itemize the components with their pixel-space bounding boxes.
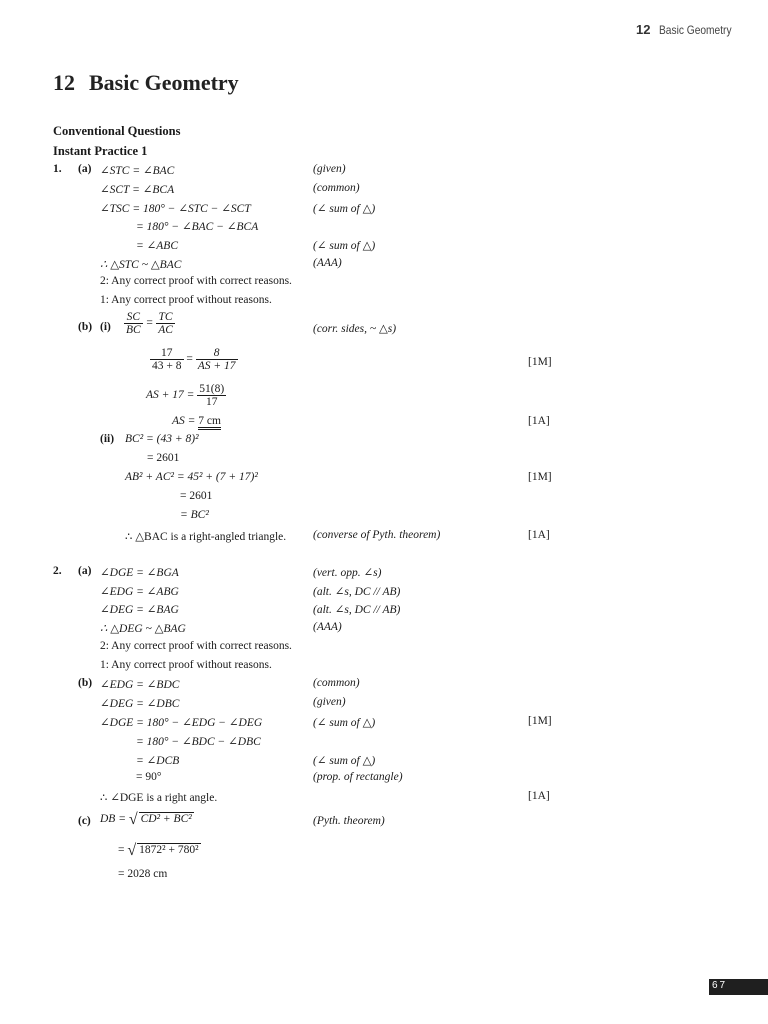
q1a-reason1: (given) xyxy=(313,163,346,175)
numerator: TC xyxy=(156,311,175,324)
denominator: AS + 17 xyxy=(197,360,236,372)
equals-sign: = xyxy=(145,317,154,330)
mark-1m: [1M] xyxy=(528,471,552,483)
fraction xyxy=(156,311,175,336)
numerator: SC xyxy=(124,311,143,324)
header-chapter-number: 12 xyxy=(636,22,651,37)
answer-value: 7 cm xyxy=(198,415,221,430)
section-heading: Conventional Questions xyxy=(53,124,181,138)
q2b-label: (b) xyxy=(78,677,93,689)
q2b-reason5: (∠ sum of △) xyxy=(313,755,376,767)
q2a-line3: ∠DEG = ∠BAG xyxy=(100,604,179,616)
db-lhs: DB = xyxy=(100,813,126,825)
q2c-label: (c) xyxy=(78,815,91,827)
mark-1m: [1M] xyxy=(528,356,552,368)
q1bii-label: (ii) xyxy=(100,433,115,445)
q1bii-ab2-ac2: AB² + AC² = 45² + (7 + 17)² xyxy=(125,471,258,483)
q1bi-label: (i) xyxy=(100,321,111,333)
q1a-marking1: 2: Any correct proof with correct reasons. xyxy=(100,275,292,287)
q2b-reason3: (∠ sum of △) xyxy=(313,717,376,729)
q1a-line3: ∠TSC = 180° − ∠STC − ∠SCT xyxy=(100,203,251,215)
q2b-line6: = 90° xyxy=(136,771,162,783)
q1-number: 1. xyxy=(53,163,62,175)
q2a-line2: ∠EDG = ∠ABG xyxy=(100,586,179,598)
q2a-reason3: (alt. ∠s, DC // AB) xyxy=(313,604,401,616)
q2b-conclusion: ∴ ∠DGE is a right angle. xyxy=(100,792,218,804)
q1b-label: (b) xyxy=(78,321,93,333)
q1a-line2: ∠SCT = ∠BCA xyxy=(100,184,175,196)
q1a-label: (a) xyxy=(78,163,92,175)
denominator: BC xyxy=(126,324,141,336)
q1bi-substitution xyxy=(150,347,238,372)
q1bii-bc2: BC² = (43 + 8)² xyxy=(125,433,199,445)
q1a-line1: ∠STC = ∠BAC xyxy=(100,165,175,177)
q1a-reason5: (∠ sum of △) xyxy=(313,240,376,252)
fraction xyxy=(197,383,226,408)
q2b-line1: ∠EDG = ∠BDC xyxy=(100,679,180,691)
q2b-reason1: (common) xyxy=(313,677,360,689)
fraction xyxy=(150,347,184,372)
denominator: AC xyxy=(158,324,173,336)
q1bii-value: = 2601 xyxy=(147,452,180,464)
radicand: 1872² + 780² xyxy=(139,844,199,856)
fraction xyxy=(124,311,143,336)
q2b-line5: = ∠DCB xyxy=(136,755,180,767)
q2a-reason1: (vert. opp. ∠s) xyxy=(313,567,382,579)
practice-heading: Instant Practice 1 xyxy=(53,144,148,158)
chapter-title xyxy=(53,70,239,96)
q1a-reason3: (∠ sum of △) xyxy=(313,203,376,215)
q1bi-as-equation xyxy=(146,383,226,408)
mark-1m: [1M] xyxy=(528,715,552,727)
mark-1a: [1A] xyxy=(528,415,550,427)
q1bi-ratio-equation xyxy=(124,311,175,336)
q1a-marking2: 1: Any correct proof without reasons. xyxy=(100,294,272,306)
numerator: 17 xyxy=(150,347,184,360)
sqrt-symbol: √ xyxy=(127,842,137,859)
numerator: 8 xyxy=(196,347,238,360)
q1bi-answer xyxy=(172,415,221,427)
q2a-reason2: (alt. ∠s, DC // AB) xyxy=(313,586,401,598)
mark-1a: [1A] xyxy=(528,790,550,802)
q2a-marking1: 2: Any correct proof with correct reasons. xyxy=(100,640,292,652)
equals-sign: = xyxy=(118,844,125,856)
q1bii-conclusion: ∴ △BAC is a right-angled triangle. xyxy=(125,531,287,543)
q1a-line4: = 180° − ∠BAC − ∠BCA xyxy=(136,221,259,233)
q2b-line3: ∠DGE = 180° − ∠EDG − ∠DEG xyxy=(100,717,263,729)
q1bi-reason1: (corr. sides, ~ △s) xyxy=(313,323,397,335)
q1bii-value: = 2601 xyxy=(180,490,213,502)
q1bii-reason: (converse of Pyth. theorem) xyxy=(313,529,441,541)
lhs: AS + 17 = xyxy=(146,389,195,402)
mark-1a: [1A] xyxy=(528,529,550,541)
sqrt-symbol: √ xyxy=(128,811,138,828)
q1bii-equals-bc2: = BC² xyxy=(180,509,209,521)
q2c-reason1: (Pyth. theorem) xyxy=(313,815,385,827)
denominator: 43 + 8 xyxy=(152,360,182,372)
equals-sign: = xyxy=(186,353,193,366)
chapter-name: Basic Geometry xyxy=(89,70,239,95)
fraction xyxy=(196,347,238,372)
q2c-line1 xyxy=(100,811,194,829)
page-number: 67 xyxy=(712,980,728,991)
q2a-marking2: 1: Any correct proof without reasons. xyxy=(100,659,272,671)
q1a-reason6: (AAA) xyxy=(313,257,342,269)
header-chapter-title: Basic Geometry xyxy=(659,23,732,37)
q2b-reason2: (given) xyxy=(313,696,346,708)
q1a-line6: ∴ △STC ~ △BAC xyxy=(100,259,182,271)
q2b-reason6: (prop. of rectangle) xyxy=(313,771,403,783)
q2b-line2: ∠DEG = ∠DBC xyxy=(100,698,180,710)
radicand: CD² + BC² xyxy=(140,813,192,825)
q1a-reason2: (common) xyxy=(313,182,360,194)
q2a-line1: ∠DGE = ∠BGA xyxy=(100,567,179,579)
q2a-line4: ∴ △DEG ~ △BAG xyxy=(100,623,186,635)
q1a-line5: = ∠ABC xyxy=(136,240,178,252)
q2-number: 2. xyxy=(53,565,62,577)
q2b-line4: = 180° − ∠BDC − ∠DBC xyxy=(136,736,261,748)
q2a-reason4: (AAA) xyxy=(313,621,342,633)
chapter-number: 12 xyxy=(53,70,75,95)
answer-lhs: AS = xyxy=(172,415,196,427)
denominator: 17 xyxy=(206,396,218,408)
q2c-line2 xyxy=(118,842,201,860)
q2c-line3: = 2028 cm xyxy=(118,868,168,880)
numerator: 51(8) xyxy=(199,383,225,395)
q2a-label: (a) xyxy=(78,565,92,577)
